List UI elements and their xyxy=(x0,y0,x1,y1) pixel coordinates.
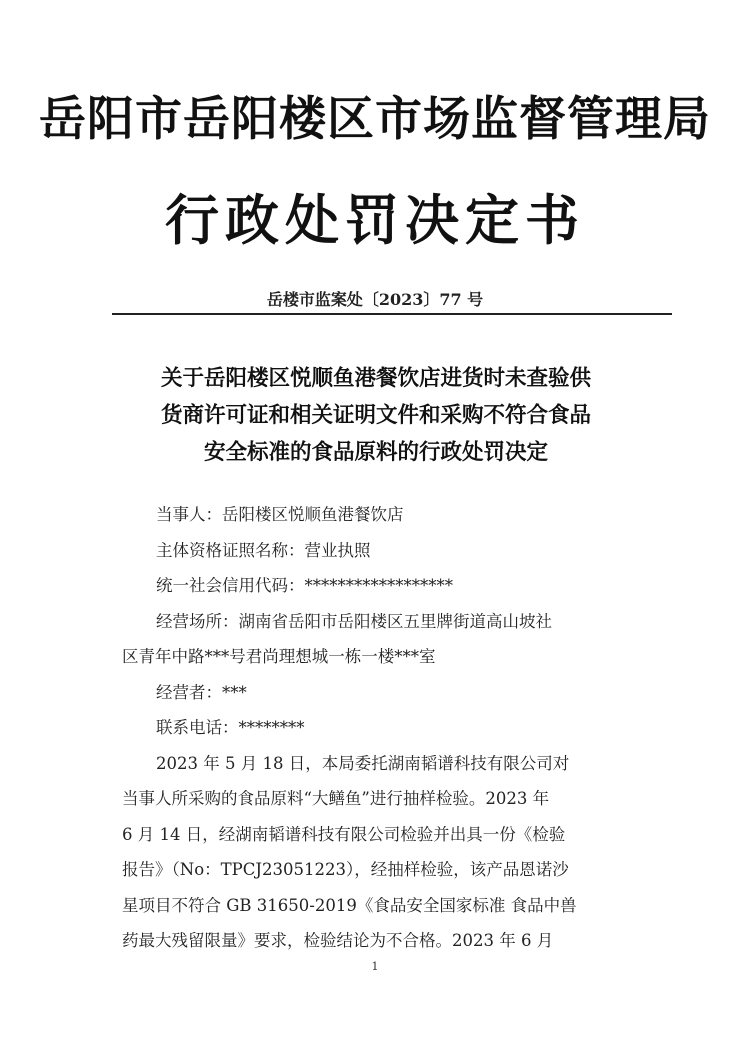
business-address-continued: 区青年中路***号君尚理想城一栋一楼***室 xyxy=(122,647,436,666)
paragraph-line: 当事人所采购的食品原料“大鳝鱼”进行抽样检验。2023 年 xyxy=(122,789,550,808)
paragraph-line: 报告》（No：TPCJ23051223），经抽样检验，该产品恩诺沙 xyxy=(122,860,569,879)
page-number: 1 xyxy=(371,960,379,973)
paragraph-line: 药最大残留限量》要求，检验结论为不合格。2023 年 6 月 xyxy=(122,931,554,950)
paragraph-line: 2023 年 5 月 18 日，本局委托湖南韬谱科技有限公司对 xyxy=(156,753,570,773)
credit-code: 统一社会信用代码：****************** xyxy=(156,576,453,595)
document-body xyxy=(122,497,648,959)
license-type: 主体资格证照名称：营业执照 xyxy=(156,540,371,560)
operator: 经营者：*** xyxy=(156,682,247,702)
contact-phone: 联系电话：******** xyxy=(156,718,305,737)
document-type-title: 行政处罚决定书 xyxy=(165,189,585,252)
decision-title xyxy=(108,360,644,471)
business-address: 经营场所：湖南省岳阳市岳阳楼区五里牌街道高山坡社 xyxy=(156,611,552,631)
document-number: 岳楼市监案处〔2023〕77 号 xyxy=(266,290,484,309)
party-name: 当事人：岳阳楼区悦顺鱼港餐饮店 xyxy=(156,505,404,524)
decision-title-line: 关于岳阳楼区悦顺鱼港餐饮店进货时未查验供 xyxy=(160,366,591,391)
header-divider xyxy=(112,313,672,315)
decision-title-line: 安全标准的食品原料的行政处罚决定 xyxy=(203,440,548,465)
decision-title-line: 货商许可证和相关证明文件和采购不符合食品 xyxy=(160,403,591,428)
issuing-authority: 岳阳市岳阳楼区市场监督管理局 xyxy=(39,92,711,147)
paragraph-line: 星项目不符合 GB 31650-2019《食品安全国家标准 食品中兽 xyxy=(122,895,577,915)
paragraph-line: 6 月 14 日，经湖南韬谱科技有限公司检验并出具一份《检验 xyxy=(122,824,566,844)
